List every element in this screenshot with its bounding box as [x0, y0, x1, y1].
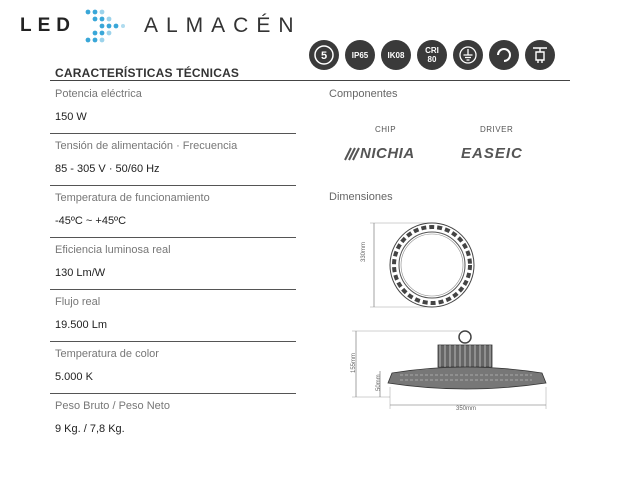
spec-row [50, 238, 296, 290]
components-heading: Componentes [329, 88, 398, 100]
dimensions-heading: Dimensiones [329, 191, 393, 203]
chip-brand: NICHIA [360, 145, 415, 162]
ground-icon [453, 40, 483, 70]
spec-value: -45ºC ~ +45ºC [55, 215, 127, 227]
spec-row [50, 394, 296, 446]
title-divider [50, 80, 570, 81]
rotation-icon [489, 40, 519, 70]
spec-label: Eficiencia luminosa real [55, 244, 171, 256]
ik08-icon: IK08 [381, 40, 411, 70]
driver-label: DRIVER [480, 125, 514, 134]
spec-label: Temperatura de color [55, 348, 159, 360]
side-view-drawing [350, 325, 560, 420]
spec-value: 85 - 305 V · 50/60 Hz [55, 163, 160, 175]
spec-value: 9 Kg. / 7,8 Kg. [55, 423, 125, 435]
ip65-icon: IP65 [345, 40, 375, 70]
chip-label: CHIP [375, 125, 397, 134]
spec-value: 150 W [55, 111, 87, 123]
logo-prefix: LED [20, 15, 76, 36]
cri80-icon [417, 40, 447, 70]
warranty-text: 5 [320, 50, 328, 62]
height-label: 155mm [351, 352, 357, 373]
spec-row [50, 134, 296, 186]
body-height-label: 50mm [376, 374, 382, 391]
width-label: 350mm [456, 406, 477, 412]
top-diameter-label: 330mm [361, 241, 367, 262]
section-title: CARACTERÍSTICAS TÉCNICAS [55, 66, 240, 80]
spec-row [50, 290, 296, 342]
top-view-drawing [360, 215, 490, 315]
warranty-5-years-icon [309, 40, 339, 70]
spec-label: Potencia eléctrica [55, 88, 142, 100]
driver-brand: EASEIC [461, 145, 523, 162]
spec-label: Tensión de alimentación · Frecuencia [55, 140, 238, 152]
certification-badges [309, 40, 565, 76]
specs-list [50, 82, 296, 446]
spec-label: Flujo real [55, 296, 101, 308]
spec-row [50, 186, 296, 238]
cri-value: 80 [427, 55, 437, 64]
spec-row [50, 82, 296, 134]
logo-suffix: ALMACÉN [144, 14, 302, 37]
cri-text: CRI [425, 46, 439, 55]
spec-value: 130 Lm/W [55, 267, 106, 279]
logo-dots-icon [82, 6, 134, 46]
hanging-lamp-icon [525, 40, 555, 70]
spec-label: Peso Bruto / Peso Neto [55, 400, 170, 412]
spec-value: 5.000 K [55, 371, 93, 383]
brand-logo [20, 6, 310, 42]
spec-label: Temperatura de funcionamiento [55, 192, 210, 204]
spec-row [50, 342, 296, 394]
spec-value: 19.500 Lm [55, 319, 107, 331]
